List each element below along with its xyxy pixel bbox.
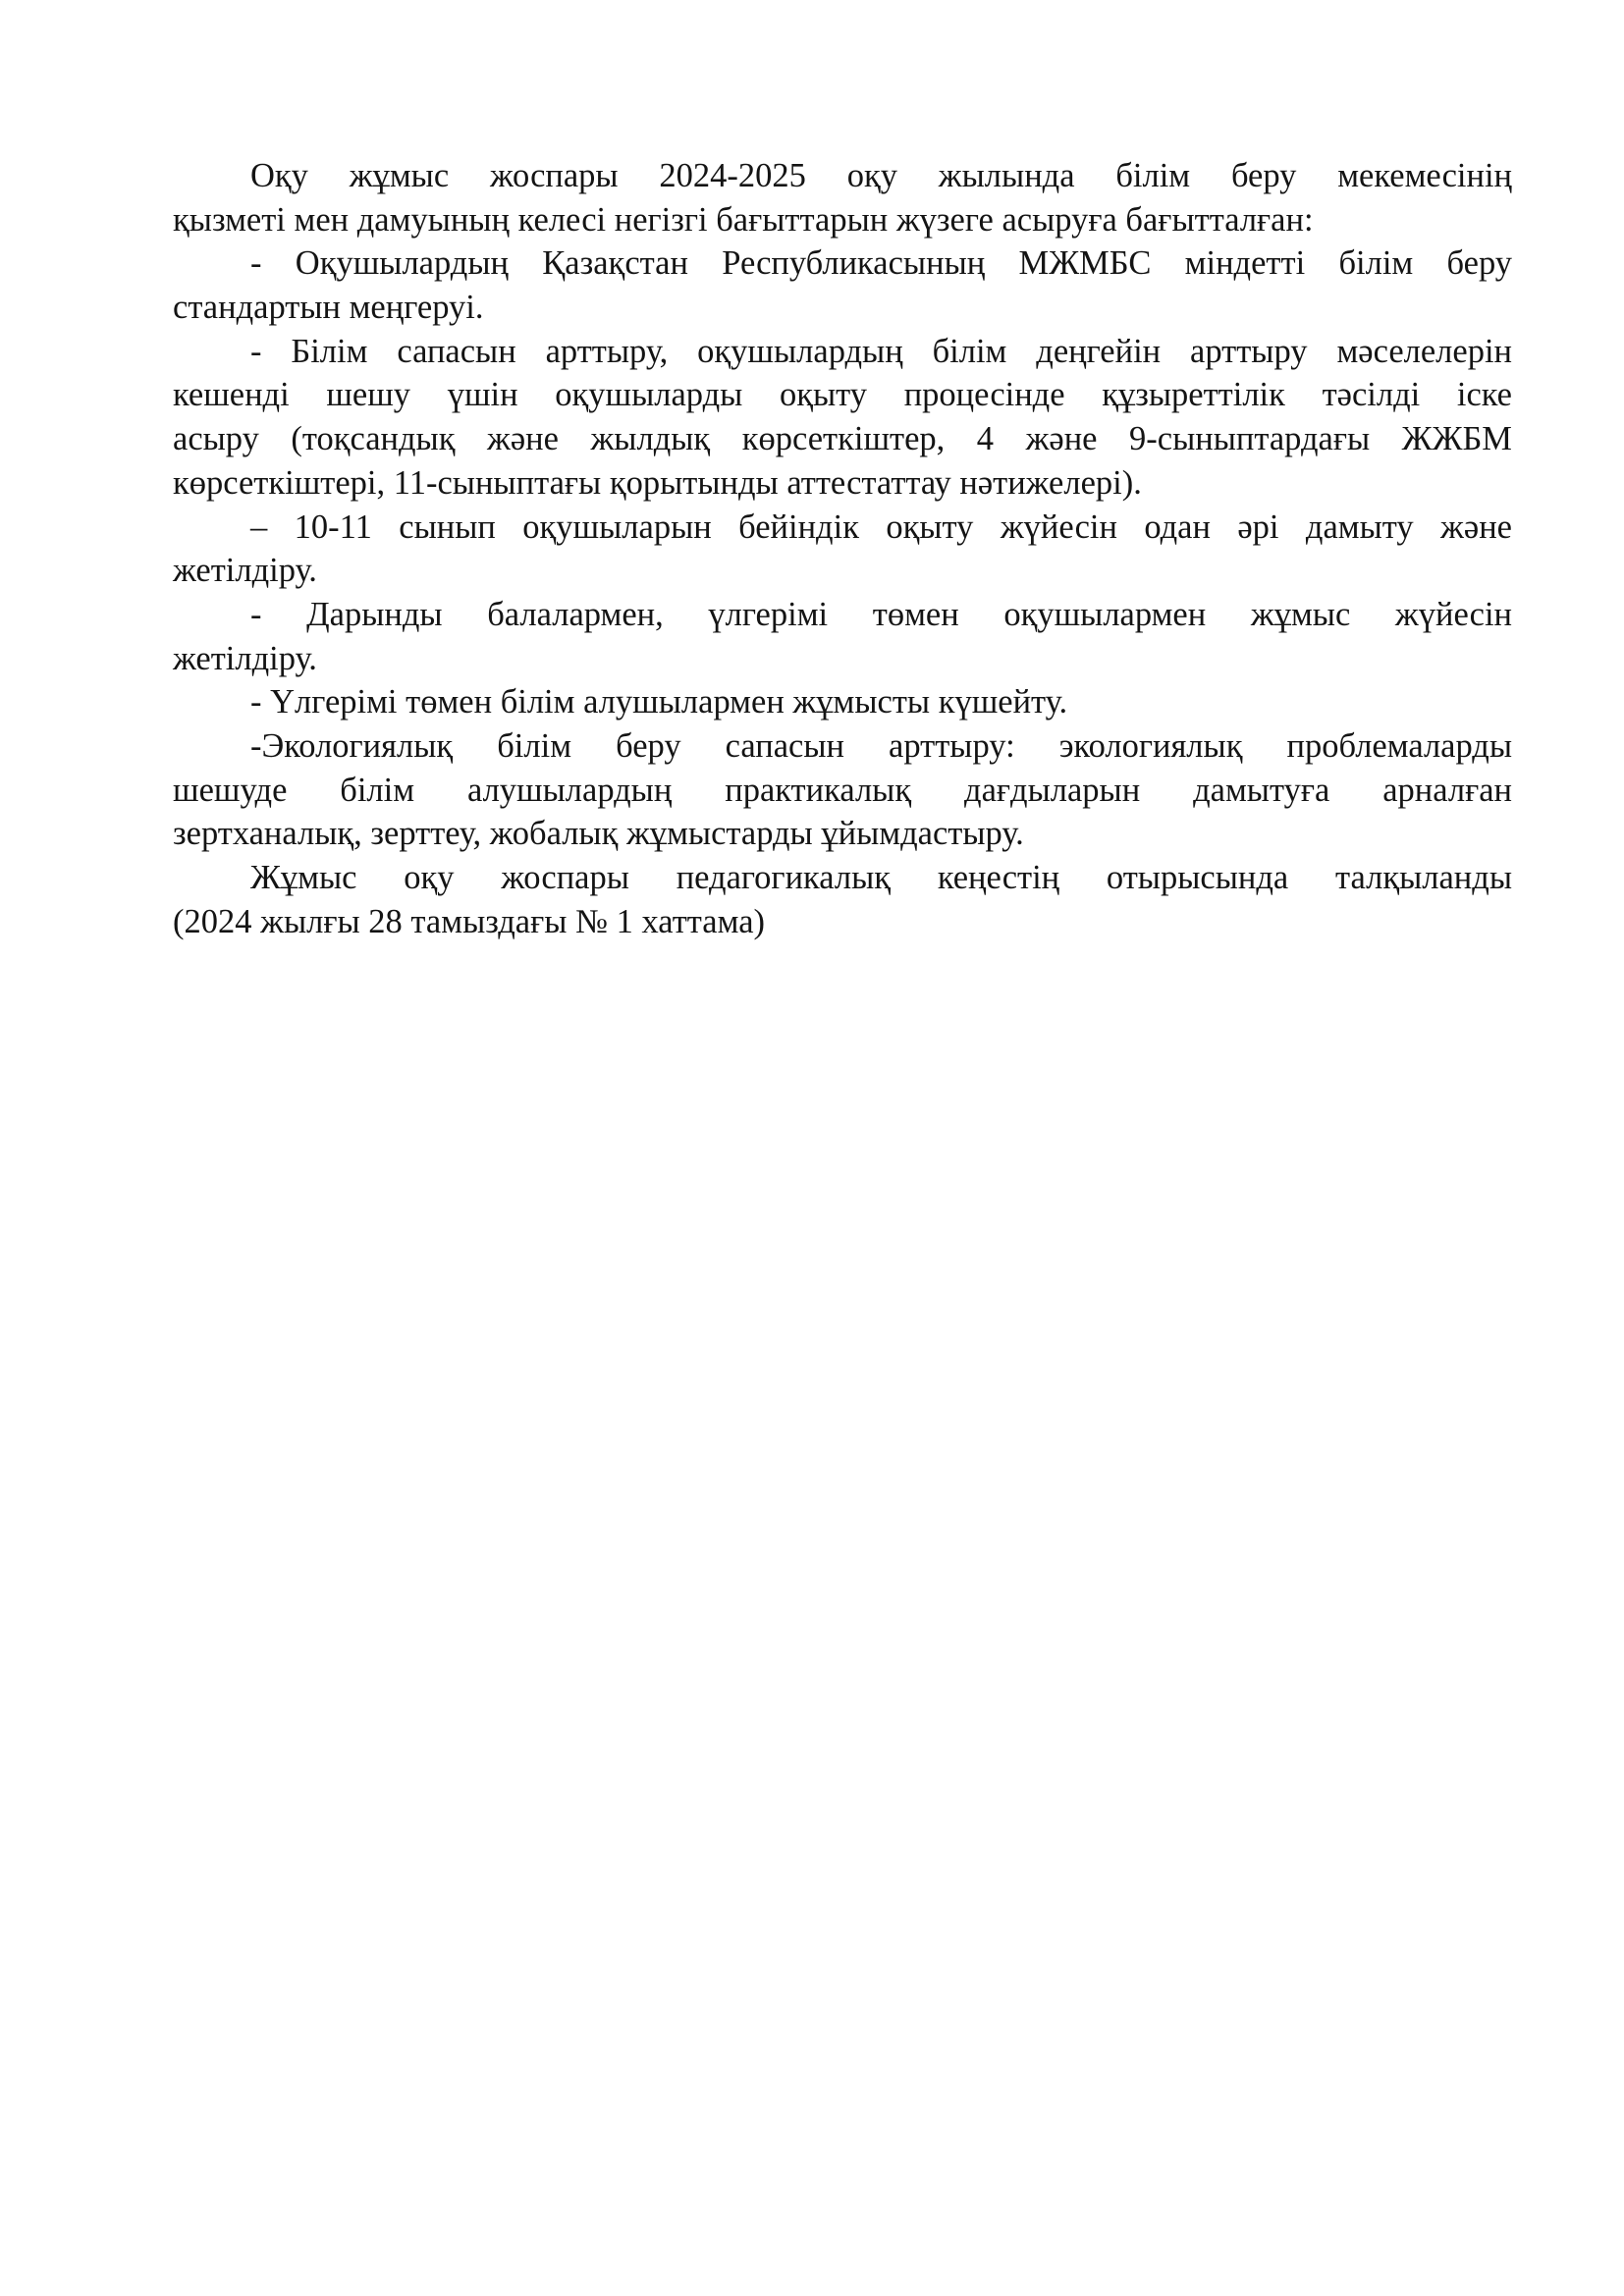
paragraph-low-performers: [173, 680, 1512, 724]
text-line: шешуде білім алушылардың практикалық дағдыларын дамытуға арналған: [173, 771, 1512, 809]
text-line: көрсеткіштері, 11-сыныптағы қорытынды аттестаттау нәтижелері).: [173, 463, 1142, 502]
text-line: қызметі мен дамуының келесі негізгі бағыттарын жүзеге асыруға бағытталған:: [173, 200, 1314, 239]
text-line: кешенді шешу үшін оқушыларды оқыту процесінде құзыреттілік тәсілді іске: [173, 376, 1512, 414]
text-line: – 10-11 сынып оқушыларын бейіндік оқыту жүйесін одан әрі дамыту және: [250, 507, 1512, 546]
paragraph-intro: [173, 154, 1512, 241]
text-line: асыру (тоқсандық және жылдық көрсеткіштер, 4 және 9-сыныптардағы ЖЖБМ: [173, 420, 1512, 458]
text-line: -Экологиялық білім беру сапасын арттыру: экологиялық проблемаларды: [250, 726, 1512, 765]
text-line: - Білім сапасын арттыру, оқушылардың білім деңгейін арттыру мәселелерін: [250, 332, 1512, 370]
paragraph-ecology: [173, 724, 1512, 856]
text-line: Оқу жұмыс жоспары 2024-2025 оқу жылында білім беру мекемесінің: [250, 157, 1512, 194]
paragraph-gifted-children: [173, 593, 1512, 680]
text-line: - Үлгерімі төмен білім алушылармен жұмысты күшейту.: [250, 683, 1068, 721]
text-line: жетілдіру.: [173, 639, 317, 677]
paragraph-approval: [173, 856, 1512, 943]
paragraph-profile-education: [173, 506, 1512, 593]
paragraph-standard: [173, 241, 1512, 329]
text-line: зертханалық, зерттеу, жобалық жұмыстарды ұйымдастыру.: [173, 815, 1024, 853]
text-line: жетілдіру.: [173, 552, 317, 590]
text-line: Жұмыс оқу жоспары педагогикалық кеңестің отырысында талқыланды: [250, 859, 1512, 896]
text-line: - Оқушылардың Қазақстан Республикасының МЖМБС міндетті білім беру: [250, 244, 1512, 283]
text-line: (2024 жылғы 28 тамыздағы № 1 хаттама): [173, 902, 765, 940]
text-line: стандартын меңгеруі.: [173, 289, 484, 327]
document-body: [173, 154, 1512, 943]
text-line: - Дарынды балалармен, үлгерімі төмен оқушылармен жұмыс жүйесін: [250, 595, 1512, 633]
paragraph-quality: [173, 330, 1512, 506]
